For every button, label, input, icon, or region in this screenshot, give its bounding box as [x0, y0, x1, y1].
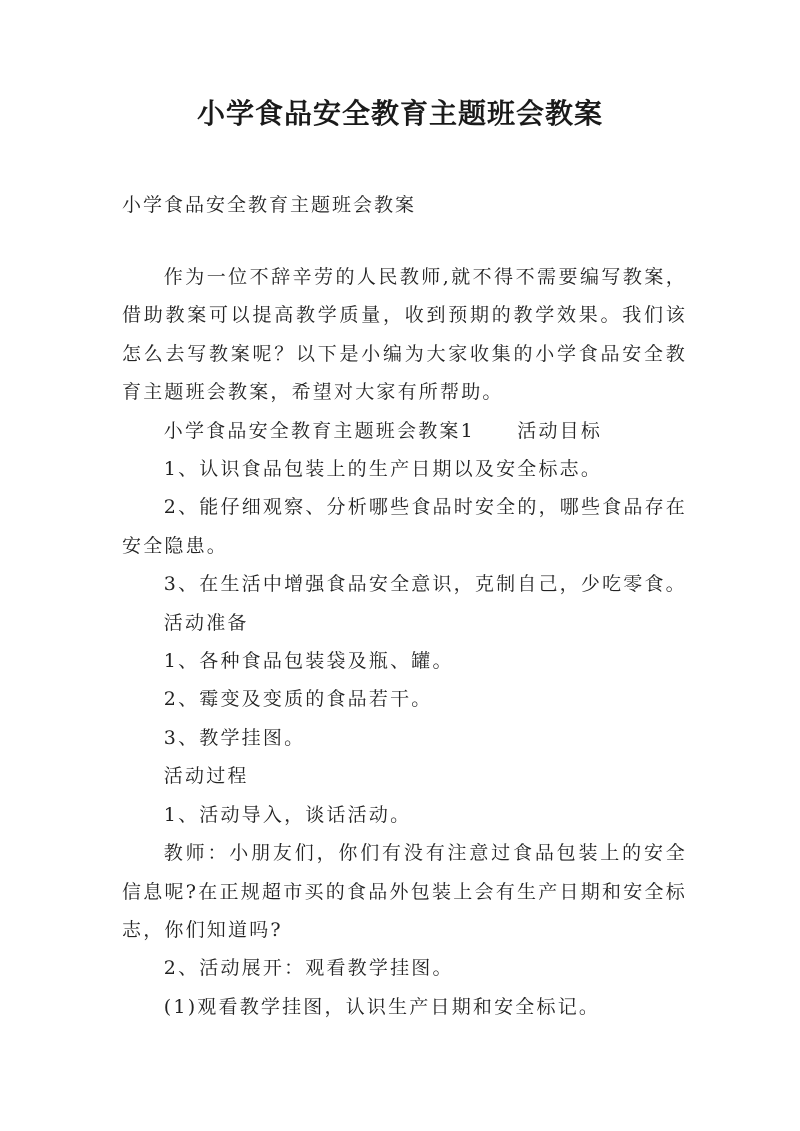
- paragraph-prep-1: 1、各种食品包装袋及瓶、罐。: [163, 650, 454, 673]
- document-title: 小学食品安全教育主题班会教案: [196, 97, 603, 130]
- paragraph-goal-1: 1、认识食品包装上的生产日期以及安全标志。: [163, 458, 603, 481]
- document-subtitle: 小学食品安全教育主题班会教案: [122, 194, 417, 216]
- paragraph-teacher-speech: 教师：小朋友们，你们有没有注意过食品包装上的安全信息呢?在正规超市买的食品外包装上会有生产日期和安全标志，你们知道吗?: [122, 842, 687, 941]
- paragraph-goal-3: 3、在生活中增强食品安全意识，克制自己，少吃零食。: [163, 573, 687, 596]
- paragraph-intro: 作为一位不辞辛劳的人民教师,就不得不需要编写教案，借助教案可以提高教学质量，收到预期的教学效果。我们该怎么去写教案呢？以下是小编为大家收集的小学食品安全教育主题班会教案，希望对大家有所帮助。: [122, 266, 687, 404]
- paragraph-prep-2: 2、霉变及变质的食品若干。: [163, 688, 433, 711]
- paragraph-process-2-1: (1)观看教学挂图，认识生产日期和安全标记。: [163, 995, 601, 1018]
- paragraph-section-heading-goals: 小学食品安全教育主题班会教案1 活动目标: [163, 419, 603, 442]
- document-body: [122, 258, 687, 1026]
- paragraph-heading-process: 活动过程: [163, 765, 249, 788]
- paragraph-process-2: 2、活动展开：观看教学挂图。: [163, 957, 454, 980]
- paragraph-prep-3: 3、教学挂图。: [163, 726, 306, 749]
- paragraph-goal-2: 2、能仔细观察、分析哪些食品时安全的，哪些食品存在安全隐患。: [122, 496, 687, 557]
- paragraph-heading-preparation: 活动准备: [163, 611, 249, 634]
- paragraph-process-1: 1、活动导入，谈话活动。: [163, 803, 412, 826]
